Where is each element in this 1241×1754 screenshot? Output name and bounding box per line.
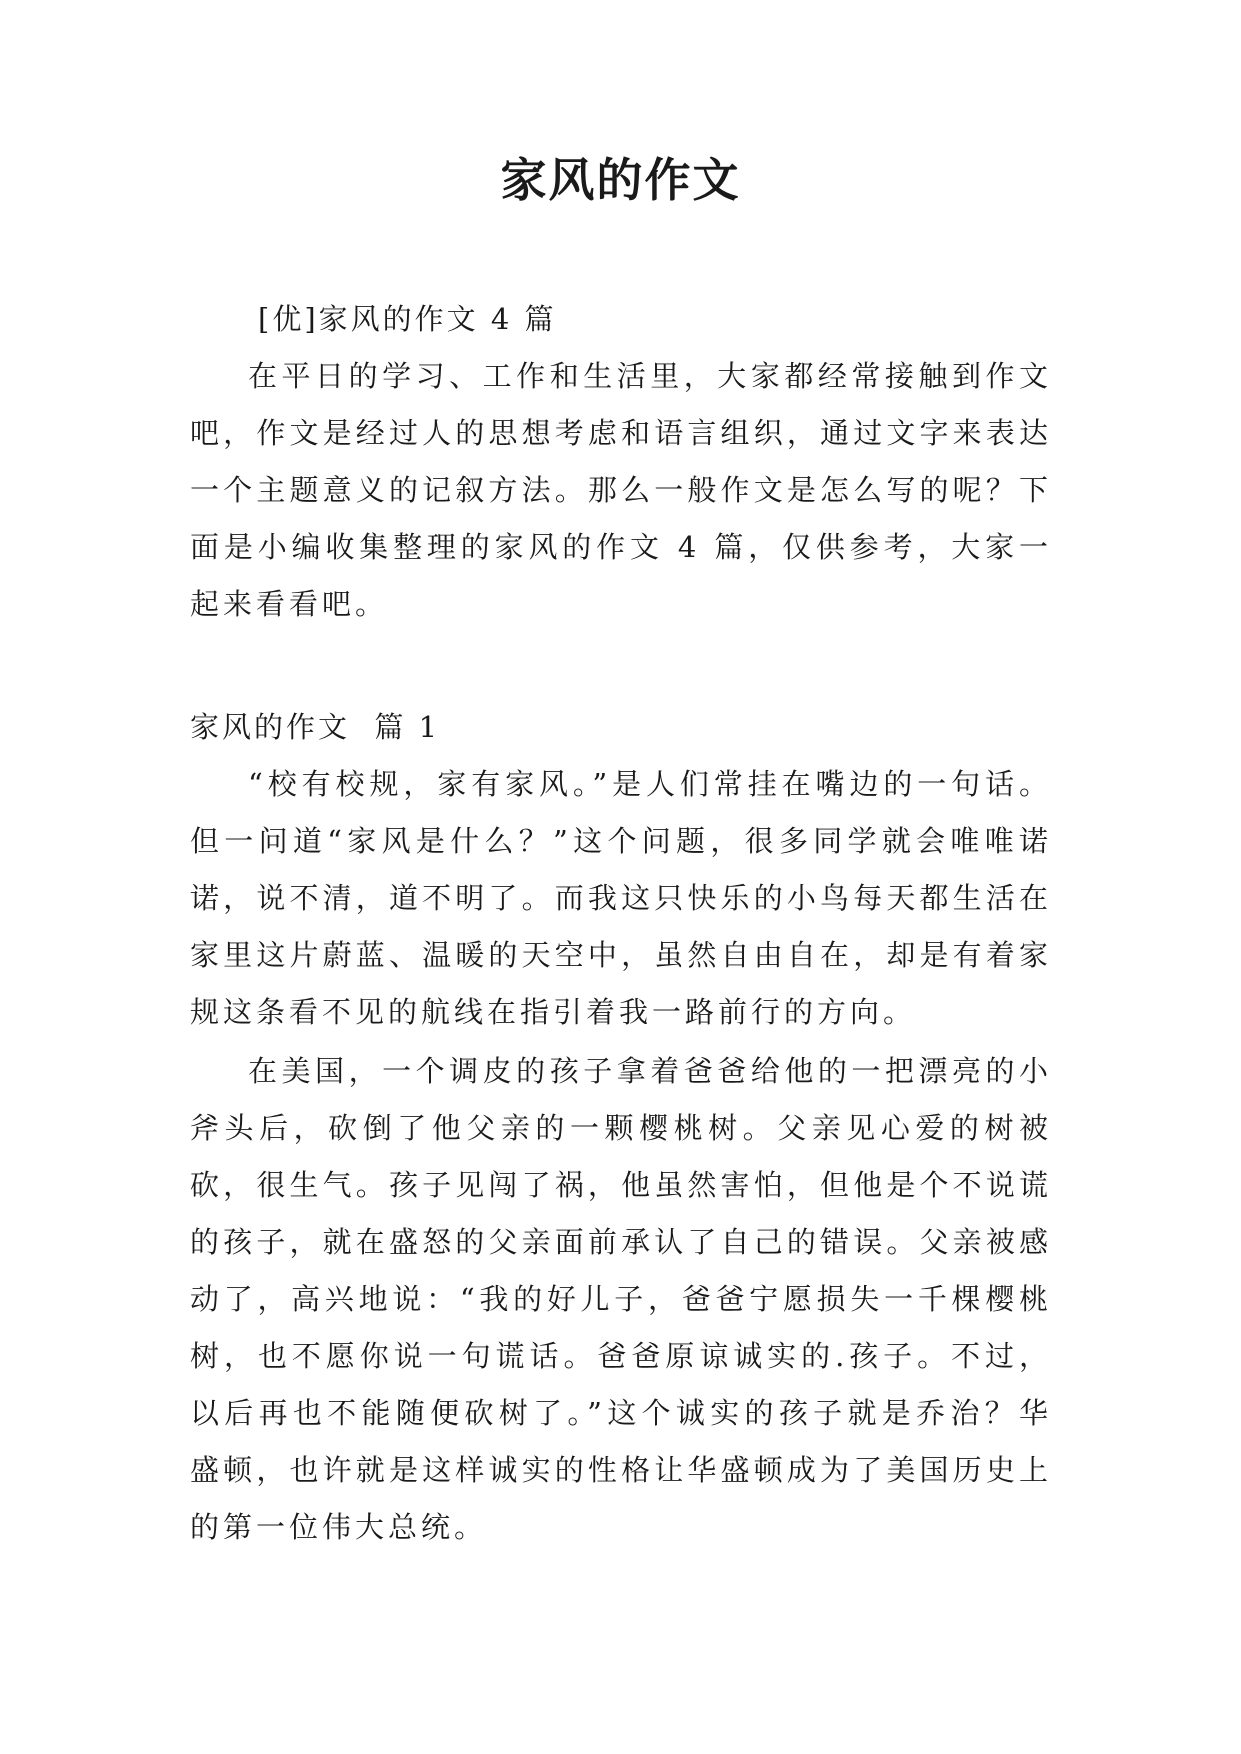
body-paragraph: 在美国，一个调皮的孩子拿着爸爸给他的一把漂亮的小斧头后，砍倒了他父亲的一颗樱桃树。父亲见心爱的树被砍，很生气。孩子见闯了祸，他虽然害怕，但他是个不说谎的孩子，就在盛怒的父亲面前承认了自己的错误。父亲被感动了，高兴地说：“我的好儿子，爸爸宁愿损失一千棵樱桃树，也不愿你说一句谎话。爸爸原谅诚实的.孩子。不过，以后再也不能随便砍树了。”这个诚实的孩子就是乔治？华盛顿，也许就是这样诚实的性格让华盛顿成为了美国历史上的第一位伟大总统。 [190,1054,1052,1544]
intro-paragraph-block [190,348,1052,633]
document-title: 家风的作文 [500,153,741,207]
intro-paragraph: 在平日的学习、工作和生活里，大家都经常接触到作文吧，作文是经过人的思想考虑和语言组织，通过文字来表达一个主题意义的记叙方法。那么一般作文是怎么写的呢？下面是小编收集整理的家风的作文 4 篇，仅供参考，大家一起来看看吧。 [190,359,1052,621]
document-subtitle: [优]家风的作文 4 篇 [258,302,557,336]
body-paragraph: “校有校规，家有家风。”是人们常挂在嘴边的一句话。但一问道“家风是什么？”这个问题，很多同学就会唯唯诺诺，说不清，道不明了。而我这只快乐的小鸟每天都生活在家里这片蔚蓝、温暖的天空中，虽然自由自在，却是有着家规这条看不见的航线在指引着我一路前行的方向。 [190,767,1052,1029]
paragraph-block-2 [190,1043,1052,1556]
paragraph-block-1 [190,756,1052,1041]
section-heading: 家风的作文 篇 1 [190,710,441,744]
